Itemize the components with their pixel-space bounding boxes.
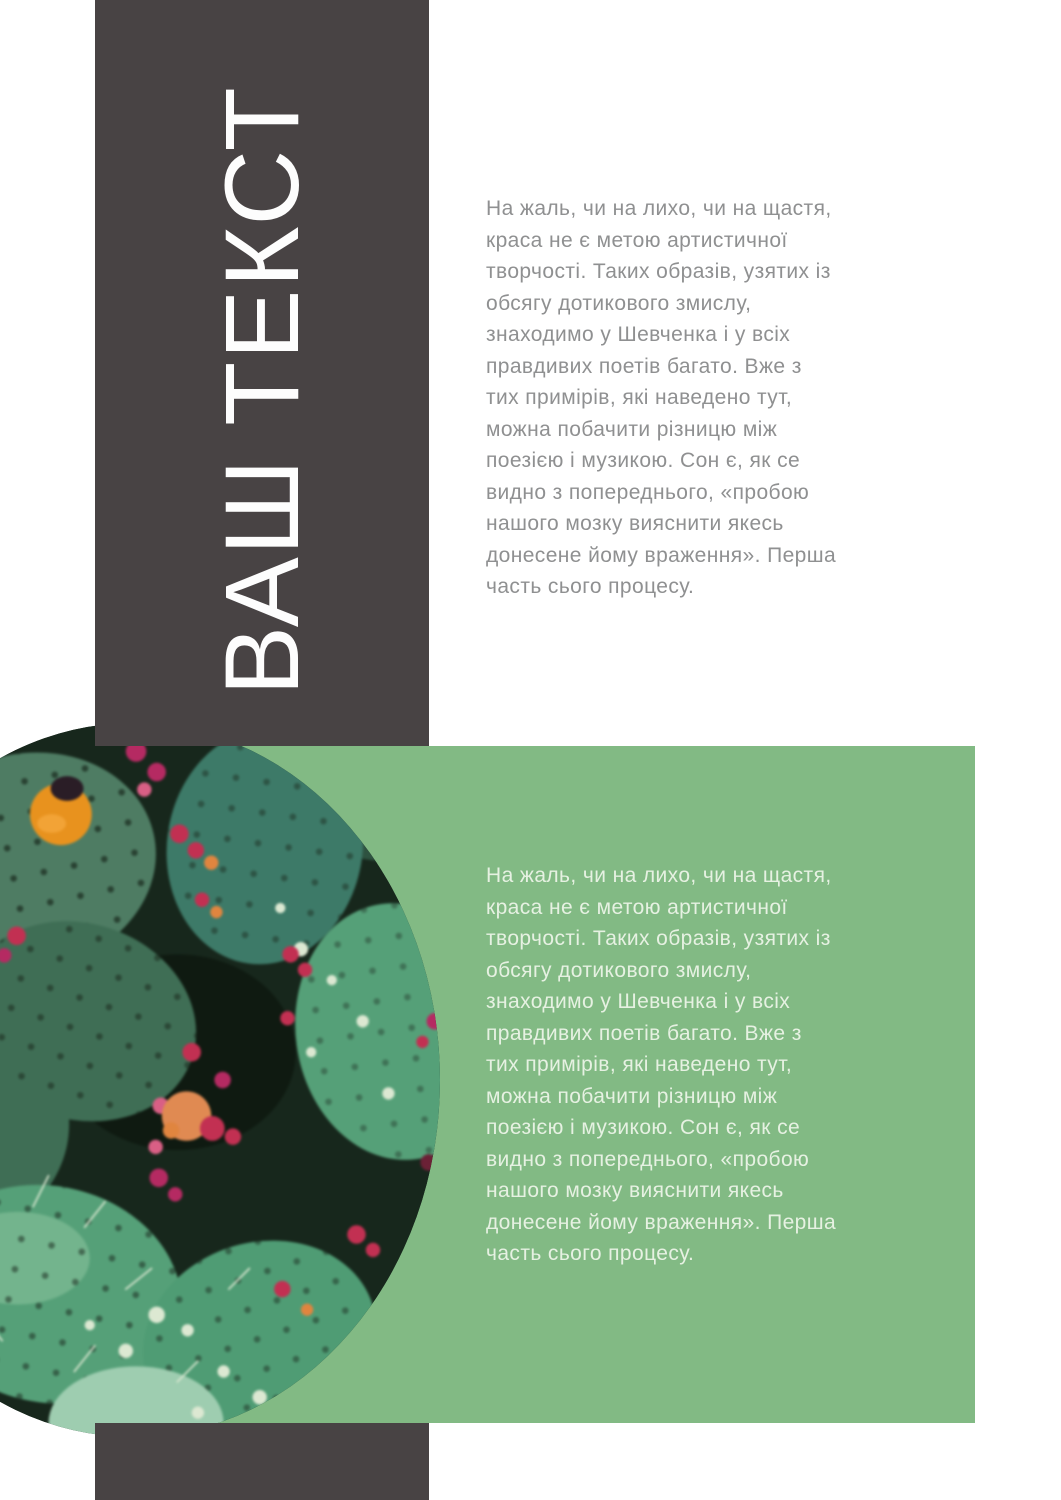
- vertical-title: ВАШ ТЕКСТ: [203, 84, 321, 696]
- paragraph-line: можна побачити різницю між: [486, 1084, 778, 1108]
- paragraph-line: можна побачити різницю між: [486, 417, 778, 441]
- paragraph-line: На жаль, чи на лихо, чи на щастя,: [486, 864, 832, 887]
- green-paragraph: [486, 860, 836, 1270]
- paragraph-line: творчості. Таких образів, узятих із: [486, 927, 831, 950]
- paragraph-line: знаходимо у Шевченка і у всіх: [486, 323, 791, 346]
- paragraph-line: творчості. Таких образів, узятих із: [486, 260, 831, 283]
- paragraph-line: знаходимо у Шевченка і у всіх: [486, 990, 791, 1013]
- paragraph-line: обсягу дотикового змислу,: [486, 291, 752, 315]
- paragraph-line: нашого мозку вияснити якесь: [486, 1179, 784, 1202]
- paragraph-line: часть сього процесу.: [486, 1242, 695, 1265]
- top-dark-bar: [95, 0, 429, 746]
- paragraph-line: правдивих поетів багато. Вже з: [486, 354, 802, 378]
- paragraph-line: донесене йому враження». Перша: [486, 543, 837, 567]
- paragraph-line: поезією і музикою. Сон є, як се: [486, 1116, 801, 1139]
- paragraph-line: краса не є метою артистичної: [486, 895, 788, 919]
- paragraph-line: тих примірів, які наведено тут,: [486, 1053, 793, 1076]
- cactus-photo-illustration: [0, 723, 440, 1437]
- paragraph-line: правдивих поетів багато. Вже з: [486, 1021, 802, 1045]
- top-paragraph: [486, 193, 836, 603]
- paragraph-line: тих примірів, які наведено тут,: [486, 386, 793, 409]
- paragraph-line: краса не є метою артистичної: [486, 228, 788, 252]
- paragraph-line: видно з попереднього, «пробою: [486, 480, 810, 504]
- bottom-dark-bar: [95, 1423, 429, 1500]
- paragraph-line: нашого мозку вияснити якесь: [486, 512, 784, 535]
- paragraph-line: обсягу дотикового змислу,: [486, 958, 752, 982]
- paragraph-line: поезією і музикою. Сон є, як се: [486, 449, 801, 472]
- paragraph-line: На жаль, чи на лихо, чи на щастя,: [486, 197, 832, 220]
- paragraph-line: видно з попереднього, «пробою: [486, 1147, 810, 1171]
- cactus-photo-circle: [0, 723, 440, 1437]
- paragraph-line: часть сього процесу.: [486, 575, 695, 598]
- paragraph-line: донесене йому враження». Перша: [486, 1210, 837, 1234]
